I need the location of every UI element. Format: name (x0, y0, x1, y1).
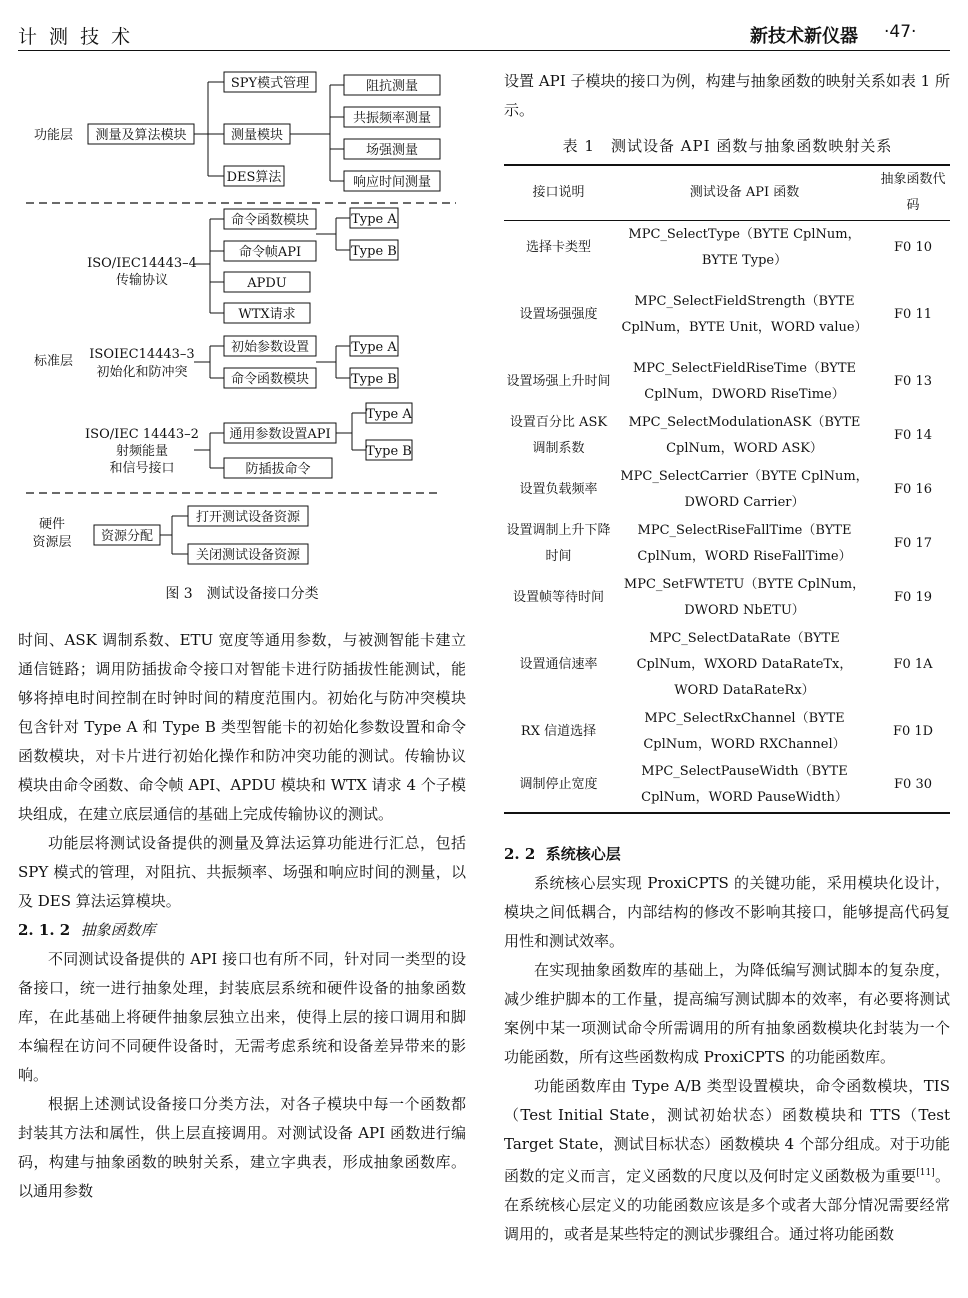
svg-text:Type B: Type B (366, 444, 412, 459)
table-caption: 表 1 测试设备 API 函数与抽象函数映射关系 (562, 137, 893, 155)
table-row: 设置帧等待时间 MPC_SetFWTETU（BYTE CplNum，DWORD NbETU） F0 19 (512, 576, 932, 618)
svg-text:命令函数模块: 命令函数模块 (230, 372, 310, 387)
svg-text:命令帧API: 命令帧API (238, 245, 302, 260)
journal-name: 计 测 技 术 (18, 26, 134, 48)
svg-text:打开测试设备资源: 打开测试设备资源 (195, 510, 301, 525)
right-paragraph-0: 设置 API 子模块的接口为例，构建与抽象函数的映射关系如表 1 所示。 (504, 72, 950, 119)
left-column (18, 626, 466, 1206)
left-paragraph-2: 功能层将测试设备提供的测量及算法运算功能进行汇总，包括 SPY 模式的管理，对阻抗、共振频率、场强和响应时间的测量，以及 DES 算法运算模块。 (18, 834, 466, 910)
svg-text:Type A: Type A (351, 340, 397, 355)
svg-text:关闭测试设备资源: 关闭测试设备资源 (195, 548, 301, 563)
table-header-desc: 接口说明 (504, 165, 613, 221)
right-paragraph-2: 在实现抽象函数库的基础上，为降低编写测试脚本的复杂度，减少维护脚本的工作量，提高编写测试脚本的效率，有必要将测试案例中某一项测试命令所需调用的所有抽象函数模块化封装为一个功能函数，所有这些函数构成 ProxiCPTS 的功能函数库。 (504, 961, 950, 1066)
label-function-layer: 功能层 (34, 128, 74, 143)
svg-text:场强测量: 场强测量 (365, 143, 419, 158)
section-heading-2-1-2: 2. 1. 2 抽象函数库 (18, 921, 156, 939)
left-paragraph-4: 根据上述测试设备接口分类方法，对各子模块中每一个函数都封装其方法和属性，供上层直接调用。对测试设备 API 函数进行编码，构建与抽象函数的映射关系，建立字典表，形成抽象函数库。以通用参数 (18, 1095, 466, 1200)
table-row: 设置通信速率 MPC_SelectDataRate（BYTE CplNum，WXORD DataRateTx，WORD DataRateRx） F0 1A (519, 630, 933, 698)
table-row: 设置百分比 ASK 调制系数 MPC_SelectModulationASK（BYTE CplNum，WORD ASK） F0 14 (509, 414, 932, 456)
svg-text:ISO/IEC14443–4: ISO/IEC14443–4 (87, 256, 197, 271)
section-heading-2-2: 2. 2 系统核心层 (504, 845, 621, 863)
svg-text:ISO/IEC 14443–2: ISO/IEC 14443–2 (85, 427, 199, 442)
label-hardware-layer: 硬件 (38, 517, 66, 532)
table-row: 设置场强强度 MPC_SelectFieldStrength（BYTE CplNum，BYTE Unit，WORD value） F0 11 (519, 293, 932, 335)
svg-text:资源分配: 资源分配 (100, 529, 154, 544)
table-row: 设置调制上升下降时间 MPC_SelectRiseFallTime（BYTE CplNum，WORD RiseFallTime） F0 17 (506, 522, 932, 564)
table-header-api: 测试设备 API 函数 (613, 165, 876, 221)
svg-text:测量模块: 测量模块 (230, 128, 284, 143)
label-standard-layer: 标准层 (34, 354, 74, 369)
table-row: 设置场强上升时间 MPC_SelectFieldRiseTime（BYTE CplNum，DWORD RiseTime） F0 13 (506, 360, 932, 402)
svg-text:通用参数设置API: 通用参数设置API (229, 427, 331, 442)
left-paragraph-3: 不同测试设备提供的 API 接口也有所不同，针对同一类型的设备接口，统一进行抽象处理，封装底层系统和硬件设备的抽象函数库，在此基础上将硬件抽象层独立出来，使得上层的接口调用和脚本编程在访问不同硬件设备时，无需考虑系统和设备差异带来的影响。 (18, 950, 466, 1084)
left-paragraph-1: 时间、ASK 调制系数、ETU 宽度等通用参数，与被测智能卡建立通信链路；调用防插拔命令接口对智能卡进行防插拔性能测试，能够将掉电时间控制在时钟时间的精度范围内。初始化与防冲突模块包含针对 Type A 和 Type B 类型智能卡的初始化参数设置和命令函数模块，对卡片进行初始化操作和防冲突功能的测试。传输协议模块由命令函数、命令帧 API、APDU 模块和 WTX 请求 4 个子模块组成，在建立底层通信的基础上完成传输协议的测试。 (18, 631, 466, 823)
svg-text:初始参数设置: 初始参数设置 (230, 340, 310, 355)
svg-text:APDU: APDU (247, 276, 287, 291)
right-paragraph-3: 功能函数库由 Type A/B 类型设置模块，命令函数模块，TIS（Test Initial State，测试初始状态）函数模块和 TTS（Test Target State，测试目标状态）函数模块 4 个部分组成。对于功能函数的定义而言，定义函数的尺度以及何时定义函数极为重要[11]。在系统核心层定义的功能函数应该是多个或者大部分情况需要经常调用的，或者是某些特定的测试步骤组合。通过将功能函数 (504, 1077, 950, 1243)
right-column-intro (504, 67, 950, 125)
svg-text:ISOIEC14443–3: ISOIEC14443–3 (89, 347, 195, 362)
svg-text:SPY模式管理: SPY模式管理 (230, 76, 310, 91)
interface-classification-diagram (0, 60, 484, 580)
right-paragraph-1: 系统核心层实现 ProxiCPTS 的关键功能，采用模块化设计，模块之间低耦合，内部结构的修改不影响其接口，能够提高代码复用性和测试效率。 (504, 874, 950, 950)
header-rule (18, 50, 950, 51)
svg-text:射频能量: 射频能量 (115, 444, 169, 459)
right-column-body (504, 840, 950, 1249)
table-row: RX 信道选择 MPC_SelectRxChannel（BYTE CplNum，WORD RXChannel） F0 1D (520, 710, 934, 752)
svg-text:Type A: Type A (351, 212, 397, 227)
citation-ref[interactable]: [11] (916, 1168, 935, 1178)
table-row: 选择卡类型 MPC_SelectType（BYTE CplNum，BYTE Type） F0 10 (525, 226, 932, 268)
svg-text:测量及算法模块: 测量及算法模块 (95, 128, 187, 143)
svg-text:阻抗测量: 阻抗测量 (365, 79, 419, 94)
table-header-code: 抽象函数代码 (876, 165, 950, 221)
svg-text:Type A: Type A (366, 407, 412, 422)
figure-caption: 图 3 测试设备接口分类 (165, 586, 319, 602)
svg-text:传输协议: 传输协议 (115, 273, 169, 288)
svg-text:防插拔命令: 防插拔命令 (245, 462, 311, 477)
page-number: ·47· (884, 22, 917, 42)
svg-text:Type B: Type B (351, 372, 397, 387)
svg-text:Type B: Type B (351, 244, 397, 259)
api-mapping-table (504, 164, 950, 814)
table-row: 调制停止宽度 MPC_SelectPauseWidth（BYTE CplNum，WORD PauseWidth） F0 30 (504, 759, 950, 813)
svg-text:初始化和防冲突: 初始化和防冲突 (96, 365, 188, 380)
svg-text:资源层: 资源层 (32, 535, 72, 550)
table-row: 设置负载频率 MPC_SelectCarrier（BYTE CplNum，DWORD Carrier） F0 16 (519, 468, 932, 510)
section-title: 新技术新仪器 (750, 26, 858, 47)
svg-text:WTX请求: WTX请求 (238, 307, 296, 322)
svg-text:响应时间测量: 响应时间测量 (352, 175, 432, 190)
svg-text:共振频率测量: 共振频率测量 (352, 111, 432, 126)
svg-text:和信号接口: 和信号接口 (109, 461, 175, 476)
svg-text:命令函数模块: 命令函数模块 (230, 213, 310, 228)
svg-text:DES算法: DES算法 (226, 170, 282, 185)
